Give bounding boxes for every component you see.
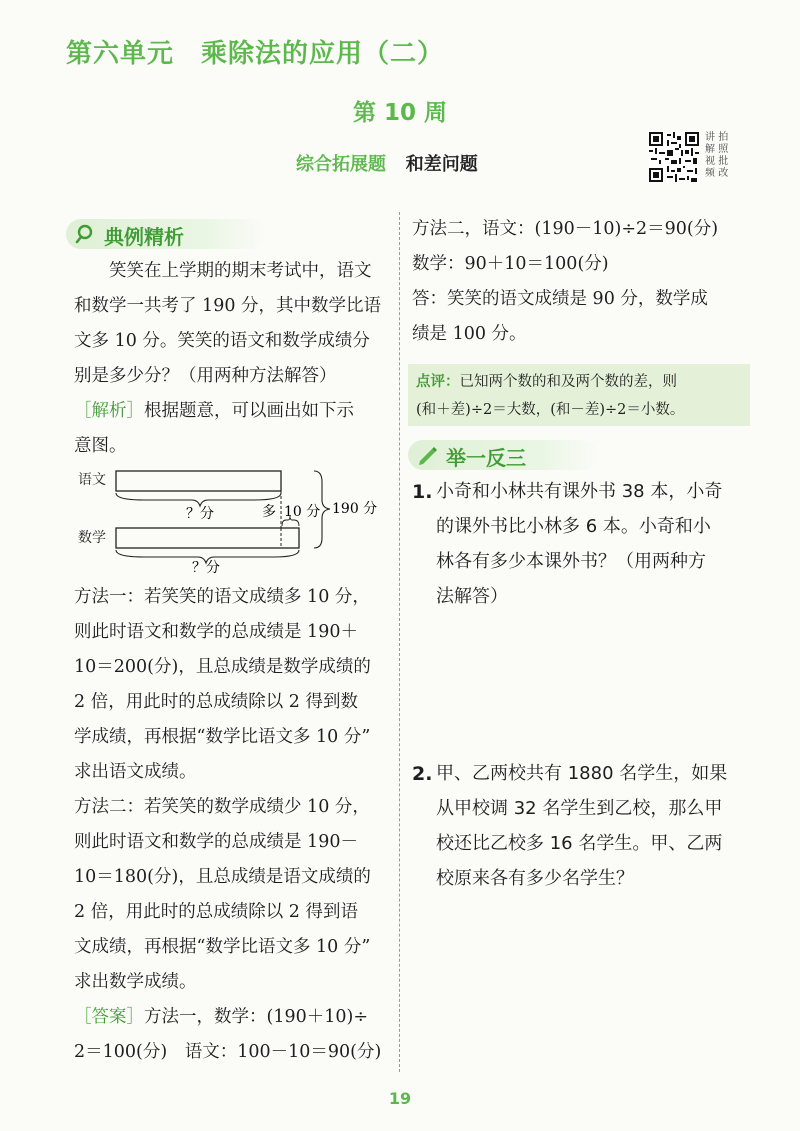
question-1-line: 小奇和小林共有课外书 38 本，小奇 — [436, 481, 723, 502]
practice-section-label: 举一反三 — [446, 446, 526, 470]
chinese-bar — [116, 471, 281, 491]
solution-continued — [412, 212, 718, 352]
qr-code-icon[interactable] — [649, 132, 699, 182]
question-1-text — [436, 474, 722, 614]
answer-line: ［答案］方法一，数学：(190＋10)÷ — [74, 1007, 368, 1027]
method1-line: 求出语文成绩。 — [74, 762, 197, 782]
method1-line: 学成绩，再根据“数学比语文多 10 分” — [74, 727, 371, 747]
comment-line: 点评：已知两个数的和及两个数的差，则 — [416, 373, 677, 390]
category-label: 综合拓展题 — [296, 154, 386, 175]
diagram-label-chinese: 语文 — [78, 472, 106, 488]
solution-line: 答：笑笑的语文成绩是 90 分，数学成 — [412, 289, 708, 309]
question-2-line: 校原来各有多少名学生？ — [436, 868, 634, 889]
qr-caption: 讲 拍 解 照 视 批 频 改 — [705, 132, 729, 179]
page-number: 19 — [388, 1089, 412, 1108]
diagram-more: 多 — [262, 504, 276, 520]
practice-section-header — [408, 440, 598, 470]
question-1-line: 林各有多少本课外书？（用两种方 — [436, 551, 706, 572]
method1-line: 则此时语文和数学的总成绩是 190＋ — [74, 622, 358, 642]
method1-line: 方法一：若笑笑的语文成绩多 10 分， — [74, 587, 370, 607]
answer-tag: ［答案］ — [74, 1007, 144, 1027]
column-divider — [399, 212, 400, 1072]
method2-line: 方法二：若笑笑的数学成绩少 10 分， — [74, 797, 370, 817]
question-1-number: 1. — [412, 481, 433, 503]
problem-line: 笑笑在上学期的期末考试中，语文 — [109, 261, 372, 281]
problem-line: 别是多少分？（用两种方法解答） — [74, 366, 337, 386]
comment-line: (和＋差)÷2＝大数，(和－差)÷2＝小数。 — [416, 402, 685, 418]
example-section-header — [66, 219, 266, 249]
method1-line: 10＝200(分)，且总成绩是数学成绩的 — [74, 657, 371, 677]
diagram-q2: ？分 — [192, 560, 220, 574]
diagram-diff: 10 分 — [284, 504, 321, 520]
pencil-icon — [416, 444, 440, 466]
question-2-text — [436, 756, 727, 896]
method2-line: 文成绩，再根据“数学比语文多 10 分” — [74, 937, 371, 957]
topic-label: 和差问题 — [405, 154, 478, 175]
diagram-label-math: 数学 — [78, 530, 106, 546]
question-2-line: 校还比乙校多 16 名学生。甲、乙两 — [436, 833, 723, 854]
solution-line: 数学：90＋10＝100(分) — [412, 254, 609, 274]
example-section-label: 典例精析 — [104, 225, 184, 249]
question-2-number: 2. — [412, 763, 433, 785]
method2-line: 求出数学成绩。 — [74, 972, 197, 992]
answer-line: 2＝100(分) 语文：100－10＝90(分) — [74, 1042, 382, 1062]
diagram-total: 190 分 — [332, 501, 378, 517]
magnifier-icon — [74, 223, 96, 245]
diagram-q1: ？分 — [186, 506, 214, 522]
method1-line: 2 倍，用此时的总成绩除以 2 得到数 — [74, 692, 358, 712]
problem-text — [74, 254, 381, 464]
method2-line: 10＝180(分)，且总成绩是语文成绩的 — [74, 867, 371, 887]
bar-diagram — [74, 462, 394, 574]
problem-line: 文多 10 分。笑笑的语文和数学成绩分 — [74, 331, 370, 351]
math-bar — [116, 528, 299, 548]
unit-title: 第六单元 乘除法的应用（二） — [66, 39, 445, 69]
method-text — [74, 580, 381, 1070]
week-title: 第 10 周 — [352, 100, 448, 126]
subheader — [296, 150, 478, 176]
problem-line: 和数学一共考了 190 分，其中数学比语 — [74, 296, 382, 316]
solution-line: 绩是 100 分。 — [412, 324, 527, 344]
analysis-tag: ［解析］ — [74, 401, 144, 421]
method2-line: 则此时语文和数学的总成绩是 190－ — [74, 832, 358, 852]
analysis-line: 意图。 — [74, 436, 127, 456]
question-1-line: 的课外书比小林多 6 本。小奇和小 — [436, 516, 711, 537]
method2-line: 2 倍，用此时的总成绩除以 2 得到语 — [74, 902, 358, 922]
question-2-line: 甲、乙两校共有 1880 名学生，如果 — [436, 763, 728, 784]
solution-line: 方法二，语文：(190－10)÷2＝90(分) — [412, 219, 719, 239]
question-1-line: 法解答） — [436, 586, 508, 607]
analysis-line: ［解析］根据题意，可以画出如下示 — [74, 401, 354, 421]
chinese-brace — [116, 493, 281, 506]
comment-tag: 点评： — [416, 373, 460, 390]
question-2-line: 从甲校调 32 名学生到乙校，那么甲 — [436, 798, 723, 819]
comment-box — [408, 364, 750, 426]
